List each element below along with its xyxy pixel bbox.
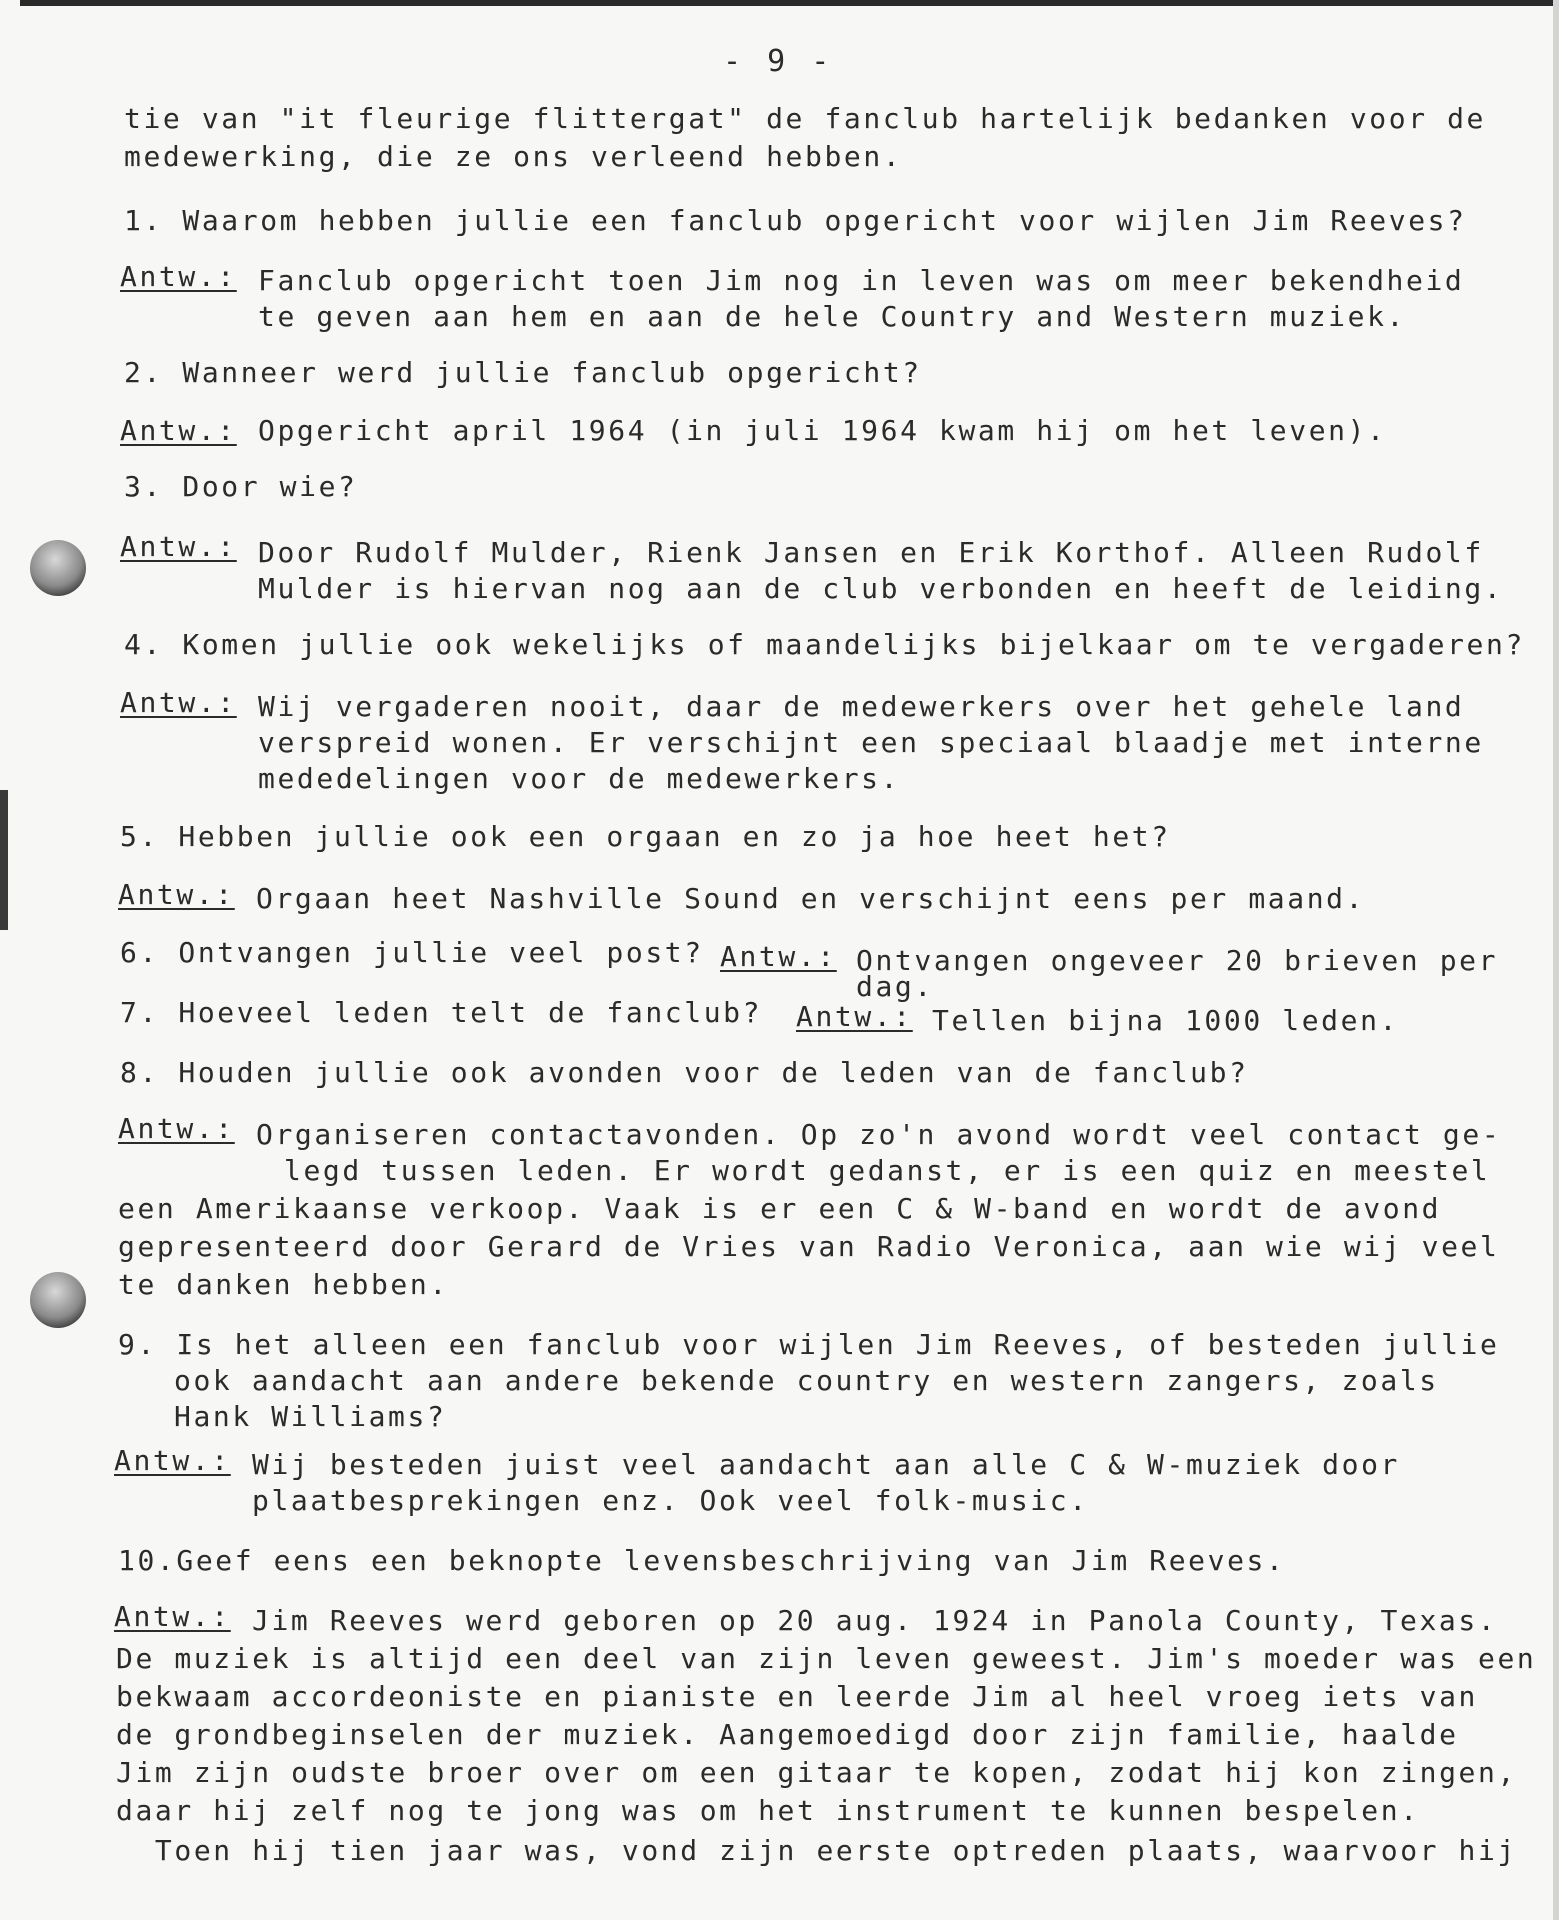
answer-9-line-1: Wij besteden juist veel aandacht aan alle C & W-muziek door <box>252 1448 1400 1481</box>
answer-10-line-7: Toen hij tien jaar was, vond zijn eerste optreden plaats, waarvoor hij <box>116 1834 1517 1867</box>
answer-8-line-2: legd tussen leden. Er wordt gedanst, er is een quiz en meestel <box>284 1154 1491 1187</box>
answer-2: Opgericht april 1964 (in juli 1964 kwam hij om het leven). <box>258 414 1387 447</box>
question-9-line-3: Hank Williams? <box>174 1400 447 1433</box>
answer-3-line-1: Door Rudolf Mulder, Rienk Jansen en Erik Korthof. Alleen Rudolf <box>258 536 1484 569</box>
page-number: - 9 - <box>723 44 834 79</box>
answer-8-line-5: te danken hebben. <box>118 1268 449 1301</box>
answer-label-1: Antw.: <box>120 260 237 293</box>
answer-4-line-3: mededelingen voor de medewerkers. <box>258 762 901 795</box>
answer-label-9: Antw.: <box>114 1444 231 1477</box>
question-4: 4. Komen jullie ook wekelijks of maandelijks bijelkaar om te vergaderen? <box>124 628 1525 661</box>
question-6: 6. Ontvangen jullie veel post? <box>120 936 704 969</box>
answer-10-line-4: de grondbeginselen der muziek. Aangemoedigd door zijn familie, haalde <box>116 1718 1459 1751</box>
answer-6-cont: dag. <box>856 970 934 1003</box>
binder-edge <box>0 790 8 930</box>
answer-10-line-3: bekwaam accordeoniste en pianiste en leerde Jim al heel vroeg iets van <box>116 1680 1479 1713</box>
answer-8-line-1: Organiseren contactavonden. Op zo'n avond wordt veel contact ge- <box>256 1118 1502 1151</box>
page-right-edge <box>1553 0 1559 1920</box>
answer-10-line-1: Jim Reeves werd geboren op 20 aug. 1924 in Panola County, Texas. <box>252 1604 1498 1637</box>
answer-10-line-5: Jim zijn oudste broer over om een gitaar te kopen, zodat hij kon zingen, <box>116 1756 1517 1789</box>
answer-8-line-4: gepresenteerd door Gerard de Vries van Radio Veronica, aan wie wij veel <box>118 1230 1500 1263</box>
answer-label-7: Antw.: <box>796 1000 913 1033</box>
question-9-line-2: ook aandacht aan andere bekende country en western zangers, zoals <box>174 1364 1439 1397</box>
question-5: 5. Hebben jullie ook een orgaan en zo ja hoe heet het? <box>120 820 1171 853</box>
question-1: 1. Waarom hebben jullie een fanclub opgericht voor wijlen Jim Reeves? <box>124 204 1467 237</box>
answer-label-3: Antw.: <box>120 530 237 563</box>
answer-label-6: Antw.: <box>720 940 837 973</box>
answer-label-5: Antw.: <box>118 878 235 911</box>
answer-4-line-2: verspreid wonen. Er verschijnt een speciaal blaadje met interne <box>258 726 1484 759</box>
answer-label-8: Antw.: <box>118 1112 235 1145</box>
question-2: 2. Wanneer werd jullie fanclub opgericht? <box>124 356 922 389</box>
answer-7: Tellen bijna 1000 leden. <box>932 1004 1399 1037</box>
question-8: 8. Houden jullie ook avonden voor de leden van de fanclub? <box>120 1056 1249 1089</box>
answer-1-line-2: te geven aan hem en aan de hele Country and Western muziek. <box>258 300 1406 333</box>
answer-10-line-2: De muziek is altijd een deel van zijn leven geweest. Jim's moeder was een <box>116 1642 1537 1675</box>
answer-5: Orgaan heet Nashville Sound en verschijnt eens per maand. <box>256 882 1366 915</box>
answer-4-line-1: Wij vergaderen nooit, daar de medewerkers over het gehele land <box>258 690 1465 723</box>
question-7: 7. Hoeveel leden telt de fanclub? <box>120 996 763 1029</box>
answer-1-line-1: Fanclub opgericht toen Jim nog in leven was om meer bekendheid <box>258 264 1465 297</box>
intro-line-2: medewerking, die ze ons verleend hebben. <box>124 140 903 173</box>
answer-label-2: Antw.: <box>120 414 237 447</box>
page-top-edge <box>20 0 1559 6</box>
punch-hole-lower <box>30 1272 86 1328</box>
intro-line-1: tie van "it fleurige flittergat" de fanclub hartelijk bedanken voor de <box>124 102 1487 135</box>
answer-6: Ontvangen ongeveer 20 brieven per <box>856 944 1499 977</box>
answer-9-line-2: plaatbesprekingen enz. Ook veel folk-music. <box>252 1484 1089 1517</box>
question-9-line-1: 9. Is het alleen een fanclub voor wijlen Jim Reeves, of besteden jullie <box>118 1328 1500 1361</box>
answer-8-line-3: een Amerikaanse verkoop. Vaak is er een C & W-band en wordt de avond <box>118 1192 1442 1225</box>
answer-label-10: Antw.: <box>114 1600 231 1633</box>
question-3: 3. Door wie? <box>124 470 358 503</box>
punch-hole-upper <box>30 540 86 596</box>
question-10: 10.Geef eens een beknopte levensbeschrijving van Jim Reeves. <box>118 1544 1286 1577</box>
answer-3-line-2: Mulder is hiervan nog aan de club verbonden en heeft de leiding. <box>258 572 1504 605</box>
answer-label-4: Antw.: <box>120 686 237 719</box>
answer-10-line-6: daar hij zelf nog te jong was om het instrument te kunnen bespelen. <box>116 1794 1420 1827</box>
